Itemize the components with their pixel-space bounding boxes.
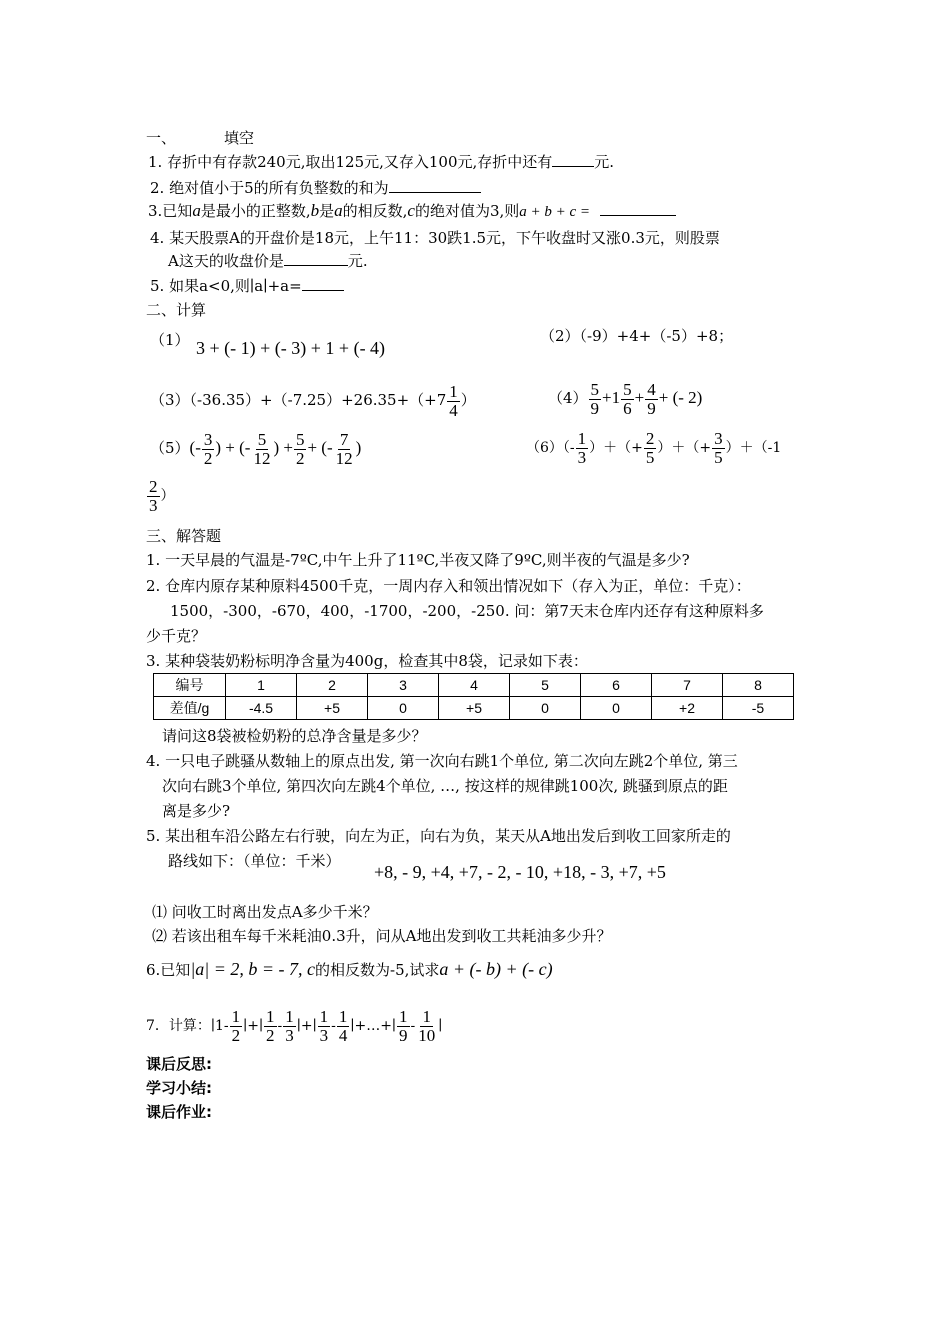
- calc-4-label: （4）: [548, 389, 588, 407]
- operator: (-: [189, 438, 201, 457]
- var-b: b: [310, 201, 320, 220]
- calc-1-label: （1）: [150, 331, 190, 349]
- calc-3-close: ）: [460, 391, 476, 409]
- calc-5: [150, 426, 361, 470]
- section-2-heading: 二、计算: [146, 301, 207, 319]
- answer-question-4-line-3: 离是多少?: [162, 802, 231, 820]
- q3-text-2: 是最小的正整数,: [200, 202, 311, 220]
- homework: 课后作业:: [146, 1103, 212, 1121]
- milk-powder-table: [153, 673, 794, 720]
- table-cell: 3: [368, 674, 439, 697]
- fraction: $\frac{5}{6}$: [623, 379, 632, 418]
- var-a: a: [334, 201, 343, 220]
- table-cell: 0: [510, 697, 581, 720]
- calc-5-label: （5）: [150, 439, 190, 457]
- section-3-heading: 三、解答题: [146, 527, 222, 545]
- after-class-reflection: 课后反思:: [146, 1055, 212, 1073]
- operator: ) + (-: [215, 438, 251, 457]
- table-cell: -5: [723, 697, 794, 720]
- answer-question-3-ask: 请问这8袋被检奶粉的总净含量是多少？: [162, 727, 427, 745]
- q3-expression: a + b + c =: [519, 204, 591, 220]
- calc-3: [150, 378, 476, 422]
- fill-question-2: [150, 178, 481, 198]
- operator: （-: [562, 440, 575, 456]
- fill-question-5-text: 5. 如果a<0,则∣a∣+a=: [150, 277, 302, 295]
- answer-question-2-line-2: 1500，-300，-670，400，-1700，-200，-250. 问：第7天末仓库内还存有这种原料多: [170, 602, 764, 620]
- fill-question-1-text: 1. 存折中有存款240元,取出125元,又存入100元,存折中还有: [148, 153, 553, 171]
- q6-expression: a + (- b) + (- c): [439, 959, 553, 979]
- q3-text-3: 是: [319, 202, 335, 220]
- fraction: $\frac{1}{3}$: [319, 1006, 329, 1045]
- fraction: $\frac{4}{9}$: [647, 379, 656, 418]
- table-cell: 0: [581, 697, 652, 720]
- fill-question-2-text: 2. 绝对值小于5的所有负整数的和为: [150, 179, 389, 197]
- route-data: +8, - 9, +4, +7, - 2, - 10, +18, - 3, +7, +5: [374, 862, 666, 882]
- fraction: $\frac{1}{4}$: [449, 381, 458, 420]
- operator: +: [634, 388, 645, 407]
- calc-3-expression: （-36.35）+（-7.25）+26.35+（+7: [189, 391, 447, 409]
- study-summary: 学习小结:: [146, 1079, 212, 1097]
- fraction: $\frac{5}{9}$: [590, 379, 600, 418]
- table-cell: 4: [439, 674, 510, 697]
- table-cell: 差值/g: [154, 697, 226, 720]
- fill-question-1-unit: 元.: [594, 153, 615, 171]
- answer-blank: [600, 201, 676, 216]
- calc-6-continued: [146, 474, 175, 518]
- fill-question-5: [150, 276, 344, 296]
- operator: ∣+∣: [243, 1018, 264, 1034]
- section-1-title: 填空: [224, 129, 255, 147]
- calc-6-label: （6）: [526, 440, 563, 456]
- table-cell: 2: [297, 674, 368, 697]
- answer-question-2-line-3: 少千克？: [146, 627, 207, 645]
- calc-1-expression: 3 + (- 1) + (- 3) + 1 + (- 4): [196, 338, 386, 358]
- answer-question-4-line-1: 4. 一只电子跳骚从数轴上的原点出发, 第一次向右跳1个单位, 第二次向左跳2个单位, 第三: [146, 752, 738, 770]
- answer-blank: [389, 178, 481, 193]
- table-cell: 0: [368, 697, 439, 720]
- fill-question-4-line-2: [168, 251, 368, 271]
- fill-question-1: [148, 152, 614, 172]
- fill-question-4-line-1: 4. 某天股票A的开盘价是18元，上午11：30跌1.5元，下午收盘时又涨0.3元，则股票: [150, 229, 720, 247]
- table-cell: +5: [297, 697, 368, 720]
- fraction: $\frac{1}{3}$: [577, 428, 587, 467]
- operator: ）＋（+: [657, 440, 712, 456]
- answer-question-4-line-2: 次向右跳3个单位, 第四次向左跳4个单位, …, 按这样的规律跳100次, 跳骚到原点的距: [162, 777, 728, 795]
- table-row: [154, 697, 794, 720]
- fraction: $\frac{1}{4}$: [338, 1006, 348, 1045]
- answer-question-5-sub-1: ⑴ 问收工时离出发点A多少千米？: [152, 903, 378, 921]
- operator: ）＋（-1: [725, 440, 782, 456]
- calc-2-expression: （-9）+4+（-5）+8；: [579, 327, 734, 345]
- table-cell: 6: [581, 674, 652, 697]
- calc-3-label: （3）: [150, 391, 190, 409]
- answer-question-3: 3. 某种袋装奶粉标明净含量为400g，检查其中8袋，记录如下表：: [146, 652, 588, 670]
- fraction: $\frac{1}{2}$: [231, 1006, 241, 1045]
- operator: ∣+∣: [296, 1018, 317, 1034]
- table-cell: +5: [439, 697, 510, 720]
- q3-text-5: 的绝对值为3,则: [414, 202, 520, 220]
- calc-6: [526, 426, 781, 470]
- answer-blank: [284, 251, 348, 266]
- answer-question-5-line-1: 5. 某出租车沿公路左右行驶，向左为正，向右为负，某天从A地出发后到收工回家所走的: [146, 827, 731, 845]
- table-cell: 1: [226, 674, 297, 697]
- table-cell: 8: [723, 674, 794, 697]
- table-cell: 5: [510, 674, 581, 697]
- operator: ∣1-: [210, 1018, 229, 1034]
- answer-question-2-line-1: 2. 仓库内原存某种原料4500千克，一周内存入和领出情况如下（存入为正，单位：千克）：: [146, 577, 751, 595]
- q4-text: A这天的收盘价是: [168, 252, 284, 270]
- q7-label: 7．计算：: [146, 1018, 211, 1034]
- operator: -: [410, 1018, 416, 1034]
- operator: + (-: [307, 438, 333, 457]
- answer-blank: [552, 152, 594, 167]
- fraction: $\frac{5}{2}$: [295, 429, 305, 468]
- table-row: [154, 674, 794, 697]
- answer-blank: [302, 276, 344, 291]
- table-cell: +2: [652, 697, 723, 720]
- operator: -: [331, 1018, 336, 1034]
- var-c: c: [407, 201, 415, 220]
- fraction: $\frac{1}{2}$: [266, 1006, 275, 1045]
- fraction: $\frac{1}{10}$: [418, 1006, 436, 1045]
- fraction: $\frac{2}{3}$: [149, 476, 158, 515]
- answer-question-1: 1. 一天早晨的气温是-7ºC,中午上升了11ºC,半夜又降了9ºC,则半夜的气温是多少?: [146, 551, 690, 569]
- fraction: $\frac{3}{5}$: [714, 428, 723, 467]
- operator: ）: [160, 488, 175, 504]
- calc-2-label: （2）: [540, 327, 580, 345]
- fill-question-3: [148, 201, 676, 222]
- section-1-heading: [146, 128, 254, 148]
- table-cell: -4.5: [226, 697, 297, 720]
- q6-condition: |a| = 2, b = - 7, c: [190, 959, 315, 979]
- q6-text-2: 的相反数为-5,试求: [315, 961, 440, 979]
- calc-4: [548, 376, 702, 420]
- answer-question-5-sub-2: ⑵ 若该出租车每千米耗油0.3升，问从A地出发到收工共耗油多少升？: [152, 927, 612, 945]
- calc-2: [540, 326, 733, 346]
- operator: +1: [602, 388, 621, 407]
- operator: ∣+…+∣: [350, 1018, 396, 1034]
- operator: + (- 2): [658, 388, 703, 407]
- table-cell: 7: [652, 674, 723, 697]
- var-a: a: [192, 201, 201, 220]
- answer-question-6: [146, 956, 553, 983]
- fraction: $\frac{1}{3}$: [285, 1006, 294, 1045]
- operator: -: [277, 1018, 283, 1034]
- answer-question-5-line-2: 路线如下：（单位：千米）: [168, 852, 341, 870]
- q3-text-1: 3.已知: [148, 202, 193, 220]
- answer-question-7: [146, 1004, 442, 1048]
- q4-unit: 元.: [347, 252, 368, 270]
- table-cell: 编号: [154, 674, 226, 697]
- fraction: $\frac{5}{12}$: [253, 429, 271, 468]
- operator: ) +: [273, 438, 293, 457]
- q3-text-4: 的相反数,: [342, 202, 408, 220]
- fraction: $\frac{1}{9}$: [399, 1006, 408, 1045]
- fraction: $\frac{7}{12}$: [335, 429, 353, 468]
- fraction: $\frac{3}{2}$: [203, 429, 213, 468]
- operator: ）＋（+: [589, 440, 643, 456]
- q6-text-1: 6.已知: [146, 961, 191, 979]
- section-1-number: 一、: [146, 129, 177, 147]
- operator: ): [355, 438, 362, 457]
- operator: ∣: [438, 1018, 443, 1034]
- fraction: $\frac{2}{5}$: [645, 428, 655, 467]
